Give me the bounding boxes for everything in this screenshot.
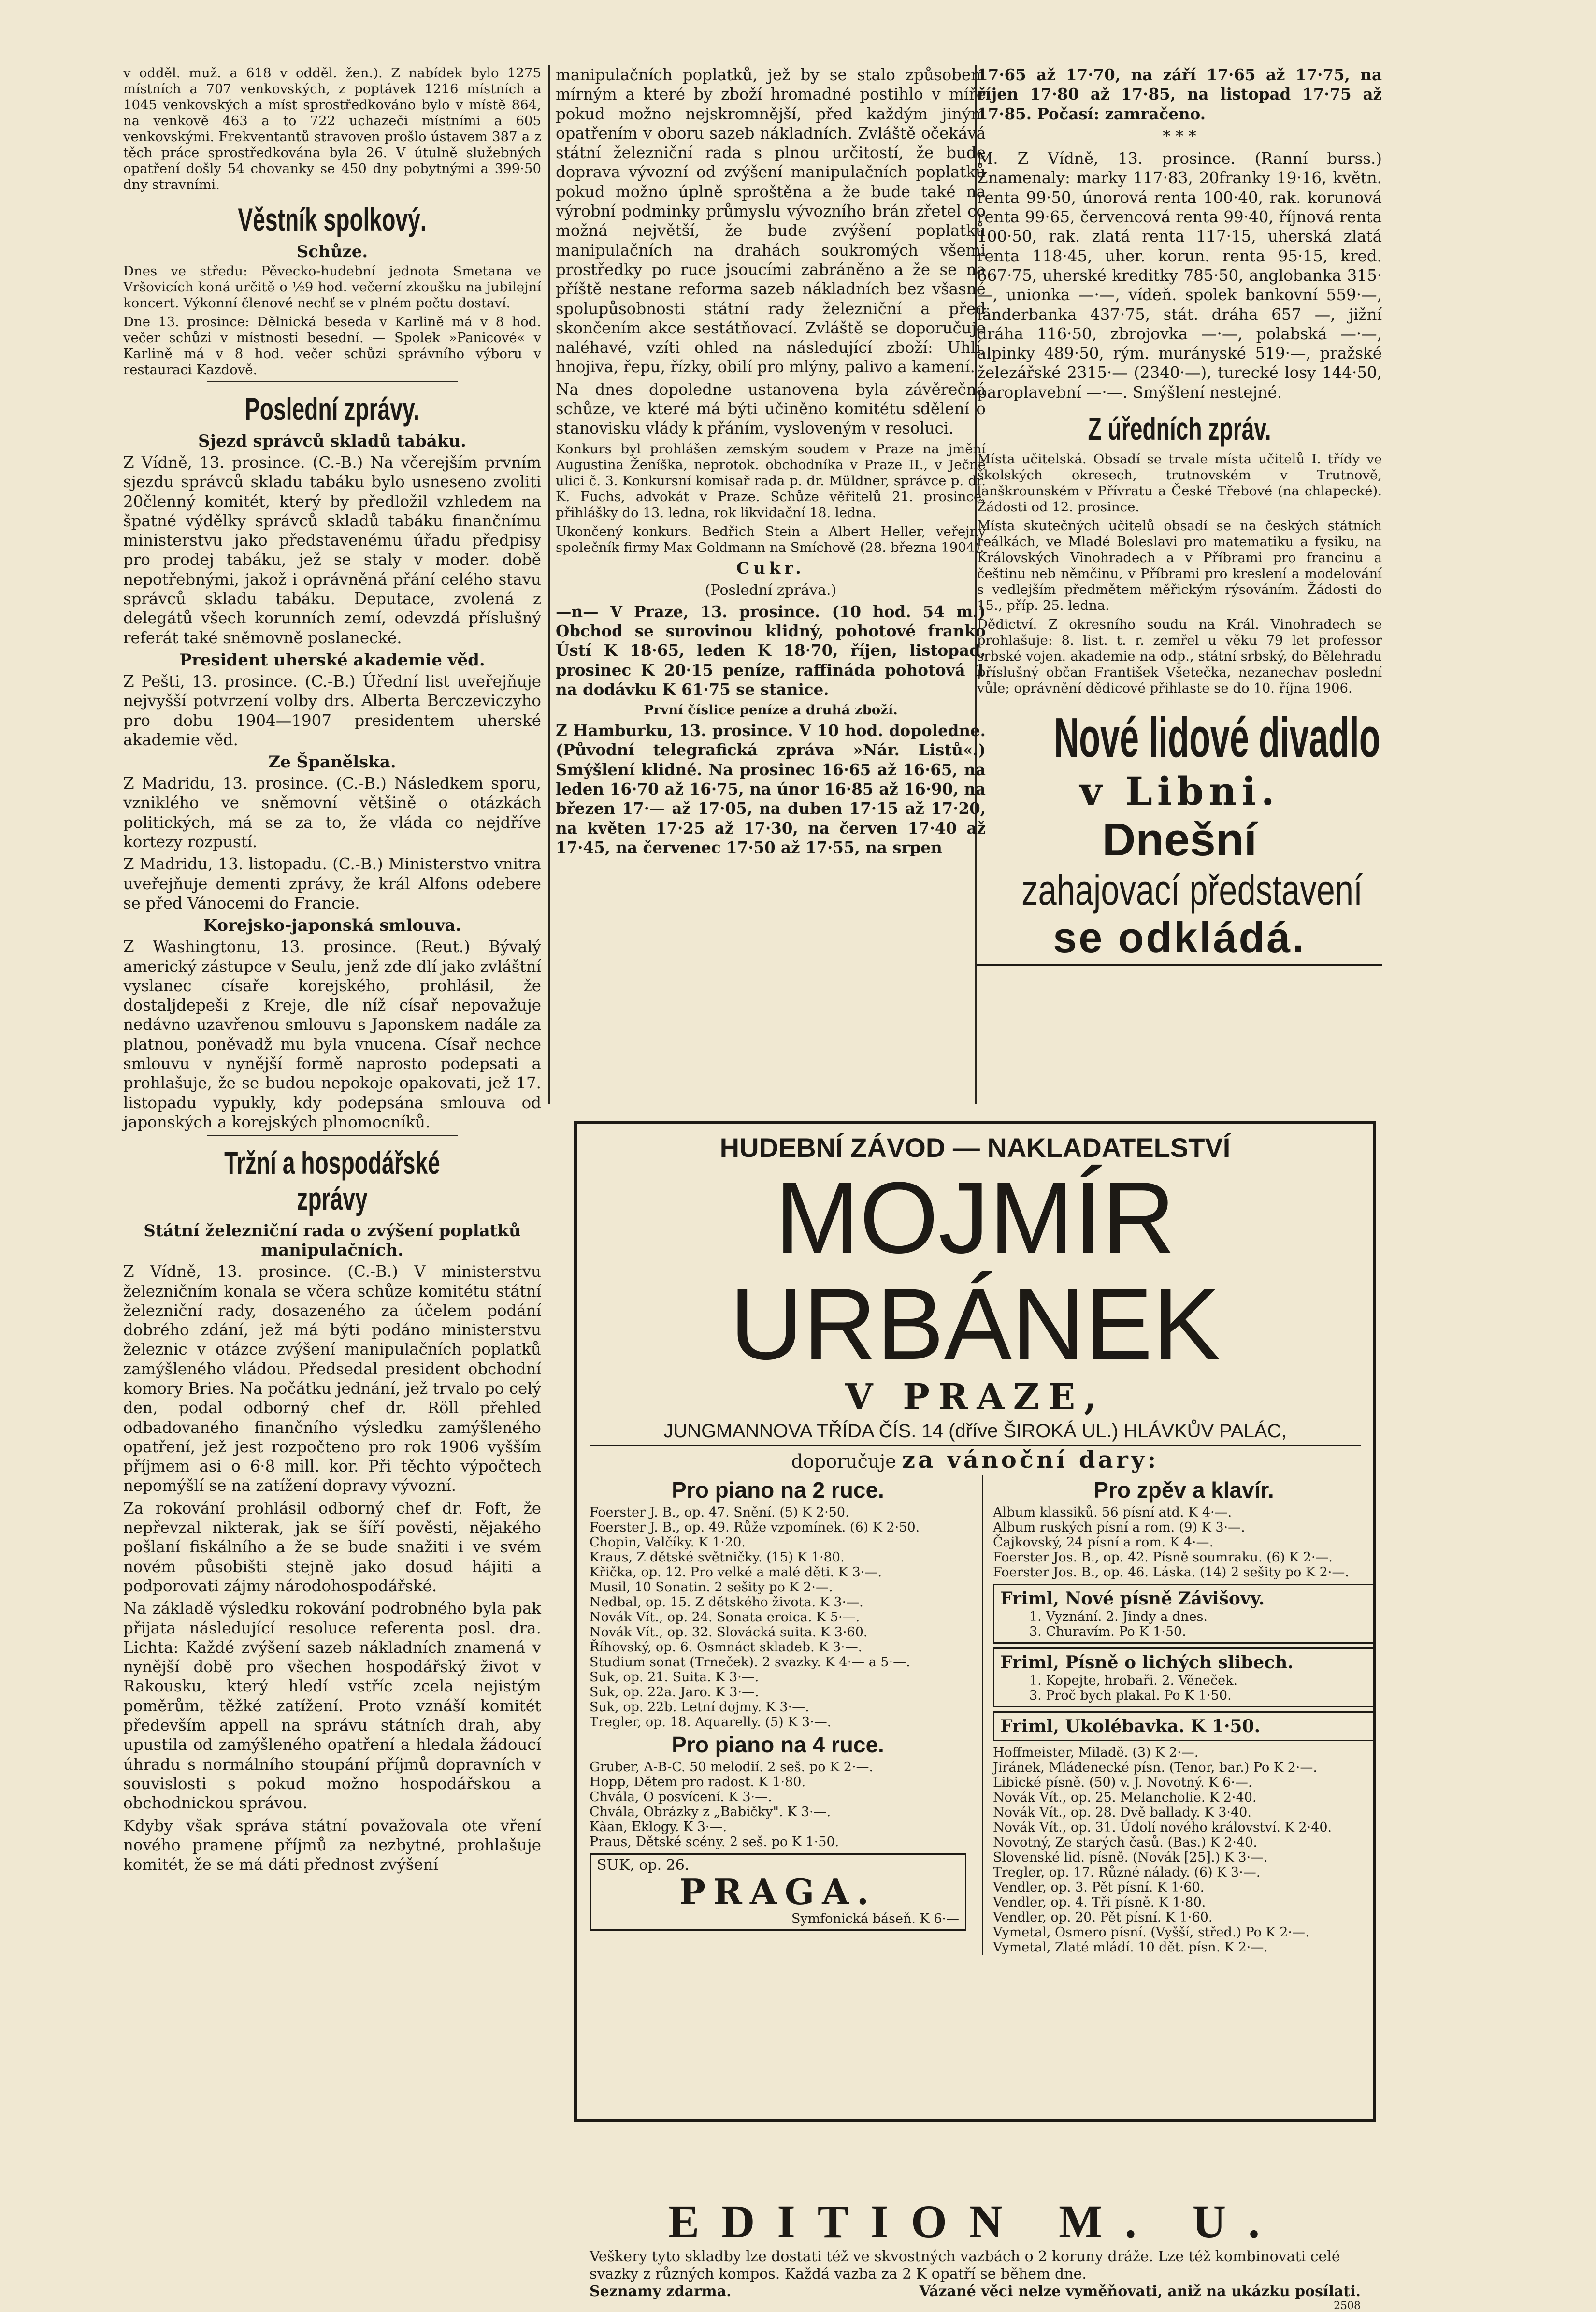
catalog-item: Tregler, op. 18. Aquarelly. (5) K 3·—.	[590, 1715, 832, 1730]
subhead-academy: President uherské akademie věd.	[179, 650, 485, 670]
catalog-item: Vendler, op. 3. Pět písní. K 1·60.	[993, 1880, 1205, 1895]
friml-song: 1. Vyznání. 2. Jindy a dnes.	[1029, 1609, 1208, 1624]
catalog-item: Novák Vít., op. 24. Sonata eroica. K 5·—.	[590, 1610, 860, 1625]
catalog-item: Libické písně. (50) v. J. Novotný. K 6·—.	[993, 1775, 1252, 1790]
notice-closed-bankruptcy: Ukončený konkurs. Bedřich Stein a Albert Heller, veřejný společník firmy Max Goldmann na Smíchově (28. března 1904).	[556, 523, 986, 555]
ad-binding-note: Veškery tyto skladby lze dostati též ve skvostných vazbách o 2 koruny dráže. Lze též kombinovati celé svazky z různých kompos. Každá vazba za 2 K opatří se během dne.	[590, 2248, 1340, 2283]
article-railway-2: Za rokování prohlásil odborný chef dr. Foft, že nepřevzal nikterak, jak se šíří pověsti, nějakého pošlaní fiskálního a že se bude snažiti i ve svém novém působišti stejně jako dosud hájiti a podporovati zájmy národohospodářské.	[123, 1499, 541, 1595]
catalog-item: Vymetal, Zlaté mládí. 10 dět. písn. K 2·—.	[993, 1940, 1268, 1955]
catalog-item: Kàan, Eklogy. K 3·—.	[590, 1820, 727, 1835]
subhead-spain: Ze Španělska.	[268, 752, 396, 772]
catalog-item: Studium sonat (Trneček). 2 svazky. K 4·— a 5·—.	[590, 1655, 910, 1670]
meeting-notice-1: Dnes ve středu: Pěvecko-hudební jednota Smetana ve Vršovicích koná určitě o ½9 hod. večerní zkoušku na jubilejní koncert. Výkonní členové nechť se v plném počtu dostaví.	[123, 263, 541, 311]
catalog-item: Novotný, Ze starých časů. (Bas.) K 2·40.	[993, 1835, 1257, 1850]
sugar-hamburg: Z Hamburku, 13. prosince. V 10 hod. dopoledne. (Původní telegrafická zpráva »Nár. Listů«.) Smýšlení klidné. Na prosinec 16·65 až 16·65, na leden 16·70 až 16·75, na únor 16·85 až 16·90, na březen 17·— až 17·05, na duben 17·15 až 17·20, na květen 17·25 až 17·30, na červen 17·40 až 17·45, na červenec 17·50 až 17·55, na srpen	[556, 721, 986, 857]
article-tobacco: Z Vídně, 13. prosince. (C.-B.) Na včerejším prvním sjezdu správců skladu tabáku bylo usneseno zvoliti 20členný komitét, který by předložil vzhledem na špatné výdělky správců skladů tabáku finančnímu ministerstvu jako představenému úřadu předpisy pro prodej tabáku, jež se staly v moder. době nepotřebnými, jakož i oprávněná přání celého stavu správců skladu tabáku. Deputace, zvolená z delegátů všech korunních zemí, odevzdá příslušný referát také sněmovně poslanecké.	[123, 453, 541, 647]
ad-friml-box-2	[993, 1647, 1375, 1707]
sugar-hamburg-cont: 17·65 až 17·70, na září 17·65 až 17·75, na říjen 17·80 až 17·85, na listopad 17·75 až 17·85. Počasí: zamračeno.	[977, 65, 1382, 123]
ad-praga-title: PRAGA.	[679, 1871, 877, 1912]
catalog-item: Chopin, Valčíky. K 1·20.	[590, 1535, 746, 1550]
ad-header: HUDEBNÍ ZÁVOD — NAKLADATELSTVÍ	[719, 1132, 1231, 1163]
catalog-item: Hopp, Dětem pro radost. K 1·80.	[590, 1775, 806, 1790]
catalog-item: Vendler, op. 20. Pět písní. K 1·60.	[993, 1910, 1213, 1925]
music-shop-ad	[574, 1121, 1376, 2312]
catalog-item: Novák Vít., op. 32. Slovácká suita. K 3·60.	[590, 1625, 868, 1640]
ad-piano-column	[590, 1475, 966, 1935]
ad-recommend-title: za vánoční dary:	[902, 1446, 1159, 1474]
separator-stars: * * *	[1163, 127, 1196, 145]
vienna-exchange: M. Z Vídně, 13. prosince. (Ranní burss.) Znamenaly: marky 117·83, 20franky 19·16, květn. renta 99·50, únorová renta 100·40, rak. korunová renta 99·65, červencová renta 99·40, říjnová renta 100·50, rak. zlatá renta 117·15, uherská zlatá renta 118·45, uher. korun. renta 95·15, kred. 667·75, uherské kreditky 785·50, anglobanka 315·—, unionka —·—, vídeň. spolek bankovní 559·—, länderbanka 437·75, stát. dráha 657 —, jižní dráha 116·50, zbrojovka —·—, polabská —·—, alpinky 489·50, rým. murányské 519·—, pražské železářské 2315·— (2340·—), turecké losy 144·50, paroplavební —·—. Smýšlení nestejné.	[977, 149, 1382, 402]
catalog-item: Vendler, op. 4. Tři písně. K 1·80.	[993, 1895, 1206, 1910]
theatre-place: v Libni.	[1079, 768, 1280, 814]
ad-city: V PRAZE,	[845, 1376, 1105, 1418]
friml-title: Friml, Písně o lichých slibech.	[1000, 1652, 1294, 1673]
ad-company-name: MOJMÍR URBÁNEK	[730, 1161, 1221, 1381]
notice-teachers: Místa učitelská. Obsadí se trvale místa učitelů I. třídy ve školských okresech, trutnovském v Trutnově, lanškrounském v Přívratu a České Třebové (na chlapecké). Žádosti od 12. prosince.	[977, 451, 1382, 515]
friml-title: Friml, Nové písně Závišovy.	[1000, 1589, 1265, 1609]
catalog-item: Slovenské lid. písně. (Novák [25].) K 3·—.	[993, 1850, 1268, 1865]
article-spain-1: Z Madridu, 13. prosince. (C.-B.) Následkem sporu, vzniklého ve sněmovní většině o otázkách politických, má se za to, že vláda co nejdříve kortezy rozpustí.	[123, 774, 541, 852]
article-railway-1: Z Vídně, 13. prosince. (C.-B.) V ministerstvu železničním konala se včera schůze komitétu státní železniční rady, dosazeného za účelem podání dobrého zdání, jež má býti podáno ministerstvu železnic v otázce zvýšení manipulačních poplatků zamýšleného vládou. Předsedal president obchodní komory Bries. Na počátku jednání, jež trvalo po celý den, podal odborný chef dr. Röll přehled odbadovaného finančního výsledku zamýšleného opatření, jež jest rozpočteno pro rok 1906 vyšším příjmem asi o 6·8 mill. kor. Při těchto výpočtech nepomýšlí se na zatížení dopravy vývozní.	[123, 1262, 541, 1495]
ad-address: JUNGMANNOVA TŘÍDA ČÍS. 14 (dříve ŠIROKÁ UL.) HLÁVKŮV PALÁC,	[590, 1417, 1361, 1446]
catalog-item: Album ruských písní a rom. (9) K 3·—.	[993, 1520, 1245, 1535]
section-title-latest-news: Poslední zprávy.	[244, 391, 420, 427]
theatre-opening: zahajovací představení	[1021, 866, 1363, 914]
ad-praga-box	[590, 1853, 966, 1931]
theatre-ad	[977, 706, 1382, 966]
ad-piano-2-hands-title: Pro piano na 2 ruce.	[672, 1477, 884, 1503]
notice-bankruptcy: Konkurs byl prohlášen zemským soudem v Praze na jmění Augustina Ženíška, neprotok. obchodníka v Praze II., v Ječné ulici č. 3. Konkursní komisař rada p. dr. Müldner, správce p. dr. K. Fuchs, advokát v Praze. Schůze věřitelů 21. prosince, přihlášky do 13. ledna, rok likvidační 18. ledna.	[556, 441, 986, 520]
divider	[207, 381, 458, 382]
catalog-item: Chvála, Obrázky z „Babičky". K 3·—.	[590, 1805, 831, 1820]
catalog-item: Gruber, A-B-C. 50 melodií. 2 seš. po K 2·—.	[590, 1760, 874, 1775]
article-railway-3: Na základě výsledku rokování podrobného byla pak přijata následující resoluce referenta posl. dra. Lichta: Každé zvýšení sazeb nákladních znamená v nynější době pro všechen hospodářský život v Rakousku, který hledí vstříc zcela nejistým poměrům, těžké zatížení. Proto vznáší komitét především appell na správu státních drah, aby upustila od zamýšleného opatření a hledala žádoucí úhradu s normálního stoupání příjmů dopravních v souvislosti s pokud možno hospodářskou a obchodnickou správou.	[123, 1599, 541, 1813]
subhead-sugar-note: (Poslední zpráva.)	[705, 581, 837, 599]
ad-recommend-lead: doporučuje	[791, 1451, 896, 1472]
ad-recommend	[590, 1446, 1361, 1475]
catalog-item: Novák Vít., op. 31. Údolí nového království. K 2·40.	[993, 1820, 1332, 1835]
catalog-item: Chvála, O posvícení. K 3·—.	[590, 1790, 772, 1805]
labor-office-report: v odděl. muž. a 618 v odděl. žen.). Z nabídek bylo 1275 místních a 707 venkovských, z poptávek 1216 místních a 1045 venkovských a míst sprostředkováno bylo v místě 864, na venkově 463 a to 722 uchazeči místními a 605 venkovskými. Frekventantů stravoven prošlo ústavem 387 a z těch práce sprostředkována byla 26. V útulně služebných opatření došly 54 chovanky se 450 dny pobytnými a 399·50 dny stravními.	[123, 65, 541, 192]
article-spain-2: Z Madridu, 13. listopadu. (C.-B.) Ministerstvo vnitra uveřejňuje dementi zprávy, že král Alfons odebere se před Vánocemi do Francie.	[123, 855, 541, 912]
subhead-meetings: Schůze.	[296, 242, 368, 261]
sugar-note: První číslice peníze a druhá zboží.	[644, 702, 898, 718]
ad-catalog	[590, 1475, 1361, 2195]
ad-voice-piano-title: Pro zpěv a klavír.	[1093, 1477, 1274, 1503]
ad-praga-desc: Symfonická báseň. K 6·—	[791, 1911, 959, 1926]
catalog-item: Tregler, op. 17. Různé nálady. (6) K 3·—.	[993, 1865, 1261, 1880]
ad-voice-list-1	[993, 1505, 1375, 1580]
catalog-item: Vymetal, Osmero písní. (Vyšší, střed.) Po K 2·—.	[993, 1925, 1309, 1940]
catalog-item: Kraus, Z dětské světničky. (15) K 1·80.	[590, 1550, 845, 1565]
article-railway-cont: manipulačních poplatků, jež by se stalo způsobem mírným a které by zboží hromadné postihlo v míře pokud možno nejskromnější, před každým jiným opatřením v oboru sazeb nákladních. Zvláště očekává státní železniční rada s plnou určitostí, že bude doprava vývozní od zvýšení manipulačních poplatků pokud možno úplně sproštěna a že bude také na výrobní podminky průmyslu vývozního brán zřetel co možná největší, že bude zvýšení poplatků manipulačních na drahách soukromých všemi prostředky po ruce jsoucími zabráněno a že se na příště nestane reforma sazeb nákladních bez všasné spolupůsobnosti státní rady železniční a před skončením akce sestátňovací. Zvláště se doporučuje naléhavé, vzíti ohled na následující zboží: Uhlí, hnojiva, řepu, řízky, obilí pro mlýny, palivo a kamení.	[556, 66, 986, 376]
ad-voice-column	[982, 1475, 1375, 1955]
catalog-item: Album klassiků. 56 písní atd. K 4·—.	[993, 1505, 1232, 1520]
article-korea: Z Washingtonu, 13. prosince. (Reut.) Bývalý americký zástupce v Seulu, jenž zde dlí jako zvláštní vyslanec císaře korejského, prohlásil, že dostaljdepeši z Kreje, dle níž císař nepovažuje nedávno uzavřenou smlouvu s Japonskem nadále za platnou, poněvadž mu byla vnucena. Císař nechce smlouvu v nynější formě naprosto podepsati a prohlašuje, že se budou nepokoje opakovati, jež 17. listopadu vypukly, kdy podepsána smlouva od japonských a korejských plnomocníků.	[123, 938, 541, 1131]
catalog-item: Foerster Jos. B., op. 46. Láska. (14) 2 sešity po K 2·—.	[993, 1565, 1349, 1580]
section-title-associations: Věstník spolkový.	[238, 202, 427, 237]
ad-no-exchange: Vázané věci nelze vyměňovati, aniž na ukázku posílati.	[919, 2283, 1361, 2300]
ad-piano-2-hands-list	[590, 1505, 966, 1730]
catalog-item: Novák Vít., op. 25. Melancholie. K 2·40.	[993, 1790, 1257, 1805]
catalog-item: Hoffmeister, Miladě. (3) K 2·—.	[993, 1745, 1199, 1760]
subhead-sugar: Cukr.	[736, 558, 805, 578]
catalog-item: Čajkovský, 24 písní a rom. K 4·—.	[993, 1535, 1214, 1550]
subhead-railway: Státní železniční rada o zvýšení poplatků manipulačních.	[144, 1221, 521, 1260]
ad-friml-box-1	[993, 1584, 1375, 1644]
column-left	[123, 65, 541, 1877]
catalog-item: Praus, Dětské scény. 2 seš. po K 1·50.	[590, 1835, 839, 1850]
catalog-item: Suk, op. 21. Suita. K 3·—.	[590, 1670, 759, 1685]
theatre-postponed: se odkládá.	[1053, 913, 1306, 962]
theatre-today: Dnešní	[1102, 814, 1257, 866]
friml-song: 3. Churavím. Po K 1·50.	[1029, 1624, 1186, 1639]
ad-footer	[590, 2283, 1361, 2300]
ad-friml-box-3	[993, 1711, 1375, 1741]
friml-song: 1. Kopejte, hrobaři. 2. Věneček.	[1029, 1673, 1238, 1688]
catalog-item: Jiránek, Mládenecké písn. (Tenor, bar.) Po K 2·—.	[993, 1760, 1317, 1775]
subhead-tobacco: Sjezd správců skladů tabáku.	[198, 432, 466, 451]
catalog-item: Novák Vít., op. 28. Dvě ballady. K 3·40.	[993, 1805, 1251, 1820]
friml-song: 3. Proč bych plakal. Po K 1·50.	[1029, 1688, 1232, 1703]
column-rule-left	[548, 65, 550, 1104]
column-middle	[556, 65, 986, 860]
sugar-prague: —n— V Praze, 13. prosince. (10 hod. 54 m.) Obchod se surovinou klidný, pohotové franko Ústí K 18·65, leden K 18·70, říjen, listopad, prosinec K 20·15 peníze, raffináda pohotová 1 na dodávku K 61·75 se stanice.	[556, 602, 986, 699]
catalog-item: Foerster J. B., op. 49. Růže vzpomínek. (6) K 2·50.	[590, 1520, 920, 1535]
ad-voice-list-2	[993, 1745, 1375, 1955]
article-railway-4: Kdyby však správa státní považovala ote vření nového pramene příjmů za nezbytné, prohlašuje komitét, že se má dáti přednost zvýšení	[123, 1816, 541, 1874]
divider	[207, 1135, 458, 1136]
ad-piano-4-hands-title: Pro piano na 4 ruce.	[672, 1732, 884, 1757]
catalog-item: Říhovský, op. 6. Osmnáct skladeb. K 3·—.	[590, 1640, 863, 1655]
catalog-item: Foerster Jos. B., op. 42. Písně soumraku. (6) K 2·—.	[993, 1550, 1333, 1565]
section-title-market: Tržní a hospodářské zprávy	[224, 1145, 440, 1217]
catalog-item: Křička, op. 12. Pro velké a malé děti. K 3·—.	[590, 1565, 882, 1580]
friml-title: Friml, Ukolébavka. K 1·50.	[1000, 1716, 1261, 1736]
article-final-meeting: Na dnes dopoledne ustanovena byla závěrečná schůze, ve které má býti učiněno komitétu sdělení o stanovisku vlády k přáním, vysloveným v resoluci.	[556, 380, 986, 438]
ad-number: 2508	[1334, 2300, 1361, 2312]
catalog-item: Nedbal, op. 15. Z dětského života. K 3·—.	[590, 1595, 863, 1610]
theatre-name: Nové lidové divadlo	[1054, 706, 1380, 769]
ad-piano-4-hands-list	[590, 1760, 966, 1850]
meeting-notice-2: Dne 13. prosince: Dělnická beseda v Karlině má v 8 hod. večer schůzi v místnosti besední. — Spolek »Panicové« v Karlině má v 8 hod. večer schůzi správního výboru v restauraci Kazdově.	[123, 314, 541, 377]
notice-inheritance: Dědictví. Z okresního soudu na Král. Vinohradech se prohlašuje: 8. list. t. r. zemřel u věku 79 let professor srbské vojen. akademie na odp., státní srbský, do Bělehradu příslušný občan František Všetečka, nezanechav poslední vůle; oprávnění dědicové přihlaste se do 10. října 1906.	[977, 617, 1382, 696]
catalog-item: Foerster J. B., op. 47. Snění. (5) K 2·50.	[590, 1505, 849, 1520]
ad-praga-opus: SUK, op. 26.	[597, 1857, 690, 1874]
article-academy: Z Pešti, 13. prosince. (C.-B.) Úřední list uveřejňuje nejvyšší potvrzení volby drs. Alberta Berczeviczyho pro dobu 1904—1907 presidentem uherské akademie věd.	[123, 672, 541, 749]
catalog-item: Suk, op. 22b. Letní dojmy. K 3·—.	[590, 1700, 809, 1715]
notice-real-teachers: Místa skutečných učitelů obsadí se na českých státních reálkách, ve Mladé Boleslavi pro matematiku a fysiku, na Královských Vinohradech a v Příbrami pro francinu a češtinu neb němčinu, v Příbrami pro kreslení a modelování s vedlejším předmětem měřickým rýsováním. Žádosti do 15., příp. 25. ledna.	[977, 518, 1382, 614]
ad-catalog-free: Seznamy zdarma.	[590, 2283, 732, 2300]
ad-edition-banner: EDITION M. U.	[668, 2196, 1282, 2247]
column-right	[977, 65, 1382, 966]
subhead-korea: Korejsko-japonská smlouva.	[203, 916, 461, 936]
catalog-item: Suk, op. 22a. Jaro. K 3·—.	[590, 1685, 759, 1700]
section-title-official: Z úředních zpráv.	[1088, 411, 1271, 447]
catalog-item: Musil, 10 Sonatin. 2 sešity po K 2·—.	[590, 1580, 833, 1595]
